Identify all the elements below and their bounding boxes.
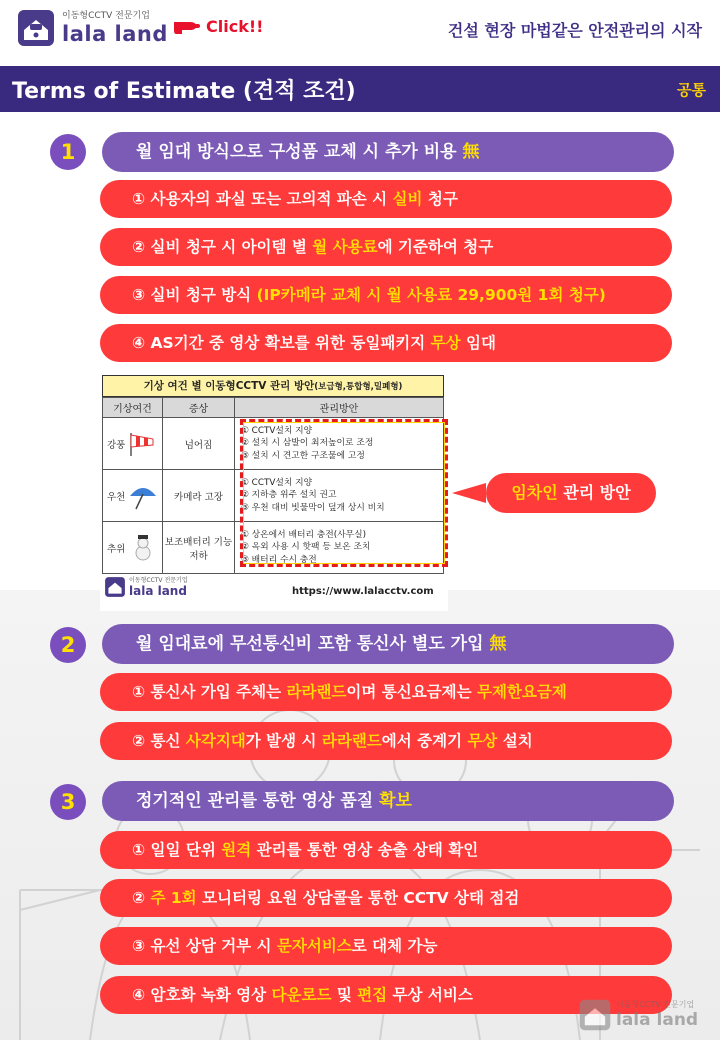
tagline: 건설 현장 마법같은 안전관리의 시작 [447, 21, 702, 40]
house-cctv-logo-icon [578, 998, 612, 1032]
list-item [100, 927, 672, 965]
snowman-icon [128, 534, 158, 562]
house-cctv-logo-icon [16, 8, 56, 48]
list-item [100, 228, 672, 266]
website-url[interactable]: https://www.lalacctv.com [292, 586, 434, 597]
heading-highlight: 확보 [379, 791, 412, 811]
item-text: ③ 실비 청구 방식 [132, 286, 257, 304]
item-text: 가 발생 시 [245, 732, 322, 750]
item-text: ① 통신사 가입 주체는 [132, 683, 287, 701]
condition-label: 추위 [107, 543, 126, 555]
title-bar [0, 66, 720, 112]
item-text: ② [132, 889, 151, 907]
action-text: ② 옥외 사용 시 핫팩 등 보온 조치 [241, 542, 371, 553]
table-header: 기상여건 [103, 398, 163, 418]
item-text: ② 실비 청구 시 아이템 별 [132, 238, 313, 256]
tenant-management-callout [486, 473, 656, 513]
condition-label: 우천 [107, 491, 126, 503]
table-title [102, 375, 444, 397]
logo-wordmark: lala land [616, 1010, 699, 1030]
heading-text: 월 임대 방식으로 구성품 교체 시 추가 비용 [136, 142, 463, 162]
callout-text: 관리 방안 [557, 483, 631, 502]
action-text: ② 설치 시 삼발이 최저높이로 조정 [241, 438, 374, 449]
table-row [103, 470, 444, 522]
header [0, 0, 720, 66]
item-highlight: 주 1회 [150, 889, 197, 907]
list-item [100, 722, 672, 760]
item-text: 모니터링 요원 상담콜을 통한 CCTV 상태 점검 [196, 889, 520, 907]
click-link[interactable] [172, 16, 263, 36]
click-label: Click!! [206, 16, 264, 36]
item-text: 청구 [422, 190, 458, 208]
item-text: 및 [331, 986, 358, 1004]
callout-arrow-icon [452, 483, 486, 503]
item-text: 에서 중계기 [381, 732, 468, 750]
list-item [100, 180, 672, 218]
section-heading [102, 624, 674, 664]
item-text: 관리를 통한 영상 송출 상태 확인 [251, 841, 479, 859]
action-text: ① 상온에서 배터리 충전(사무실) [241, 529, 367, 540]
logo-wordmark: lala land [129, 583, 187, 598]
section-number: 1 [50, 134, 86, 170]
logo-subtitle: 이동형CCTV 전문기업 [62, 10, 150, 21]
item-text: 이며 통신요금제는 [346, 683, 477, 701]
symptom-label: 보조배터리 기능저하 [163, 522, 235, 574]
list-item [100, 879, 672, 917]
item-text: 설치 [497, 732, 533, 750]
item-highlight: 편집 [357, 986, 388, 1004]
action-text: ③ 배터리 수시 충전 [241, 554, 317, 565]
item-highlight: 사각지대 [185, 732, 246, 750]
item-highlight: 월 사용료 [312, 238, 378, 256]
logo-subtitle: 이동형CCTV 전문기업 [616, 1000, 695, 1009]
list-item [100, 673, 672, 711]
logo-wordmark: lala land [62, 21, 168, 46]
item-text: ② 통신 [132, 732, 186, 750]
page-title: Terms of Estimate (견적 조건) [12, 79, 356, 104]
item-text: ① 사용자의 과실 또는 고의적 파손 시 [132, 190, 393, 208]
item-text: ④ 암호화 녹화 영상 [132, 986, 272, 1004]
table-brand-logo [104, 576, 188, 598]
common-tag: 공통 [677, 81, 706, 99]
table-header: 관리방안 [235, 398, 444, 418]
windsock-icon [128, 431, 156, 457]
table-header: 증상 [163, 398, 235, 418]
table-row [103, 522, 444, 574]
item-highlight: 문자서비스 [276, 937, 352, 955]
item-highlight: 무상 [430, 334, 461, 352]
symptom-label: 넘어짐 [163, 418, 235, 470]
table-title-small: (보급형,통합형,밀폐형) [314, 382, 403, 392]
action-text: ③ 설치 시 견고한 구조물에 고정 [241, 450, 365, 461]
weather-table [102, 397, 444, 574]
section-heading [102, 132, 674, 172]
heading-highlight: 無 [489, 634, 507, 654]
item-highlight: 라라랜드 [286, 683, 347, 701]
symptom-label: 카메라 고장 [163, 470, 235, 522]
callout-highlight: 임차인 [511, 483, 558, 502]
section-number: 2 [50, 627, 86, 663]
logo-subtitle: 이동형CCTV 전문기업 [129, 576, 188, 584]
section-heading [102, 781, 674, 821]
action-text: ② 지하층 위주 설치 권고 [241, 490, 337, 501]
item-highlight: 무제한요금제 [476, 683, 567, 701]
heading-text: 월 임대료에 무선통신비 포함 통신사 별도 가입 [136, 634, 490, 654]
action-text: ③ 우천 대비 빗물막이 덮개 상시 비치 [241, 502, 385, 513]
list-item [100, 831, 672, 869]
section-number: 3 [50, 784, 86, 820]
list-item [100, 276, 672, 314]
heading-highlight: 無 [462, 142, 480, 162]
item-highlight: 원격 [221, 841, 252, 859]
item-highlight: 다운로드 [271, 986, 332, 1004]
weather-management-table [100, 373, 448, 611]
item-text: ④ AS기간 중 영상 확보를 위한 동일패키지 [132, 334, 431, 352]
footer-brand-logo [578, 998, 698, 1032]
action-text: ① CCTV설치 지양 [241, 425, 313, 436]
item-highlight: 실비 [392, 190, 423, 208]
table-title-text: 기상 여건 별 이동형CCTV 관리 방안 [143, 380, 315, 392]
action-text: ① CCTV설치 지양 [241, 477, 313, 488]
heading-text: 정기적인 관리를 통한 영상 품질 [136, 791, 380, 811]
item-highlight: 라라랜드 [321, 732, 382, 750]
umbrella-icon [128, 482, 158, 510]
item-highlight: 무상 [467, 732, 498, 750]
item-text: 임대 [460, 334, 496, 352]
list-item [100, 324, 672, 362]
brand-logo[interactable] [16, 8, 168, 48]
item-text: 에 기준하여 청구 [377, 238, 494, 256]
pointing-hand-icon [172, 16, 202, 36]
item-text: 무상 서비스 [387, 986, 473, 1004]
house-cctv-logo-icon [104, 576, 126, 598]
item-text: 로 대체 가능 [351, 937, 438, 955]
table-row [103, 418, 444, 470]
item-text: ③ 유선 상담 거부 시 [132, 937, 277, 955]
item-highlight: (IP카메라 교체 시 월 사용료 29,900원 1회 청구) [256, 286, 606, 304]
condition-label: 강풍 [107, 439, 126, 451]
item-text: ① 일일 단위 [132, 841, 222, 859]
